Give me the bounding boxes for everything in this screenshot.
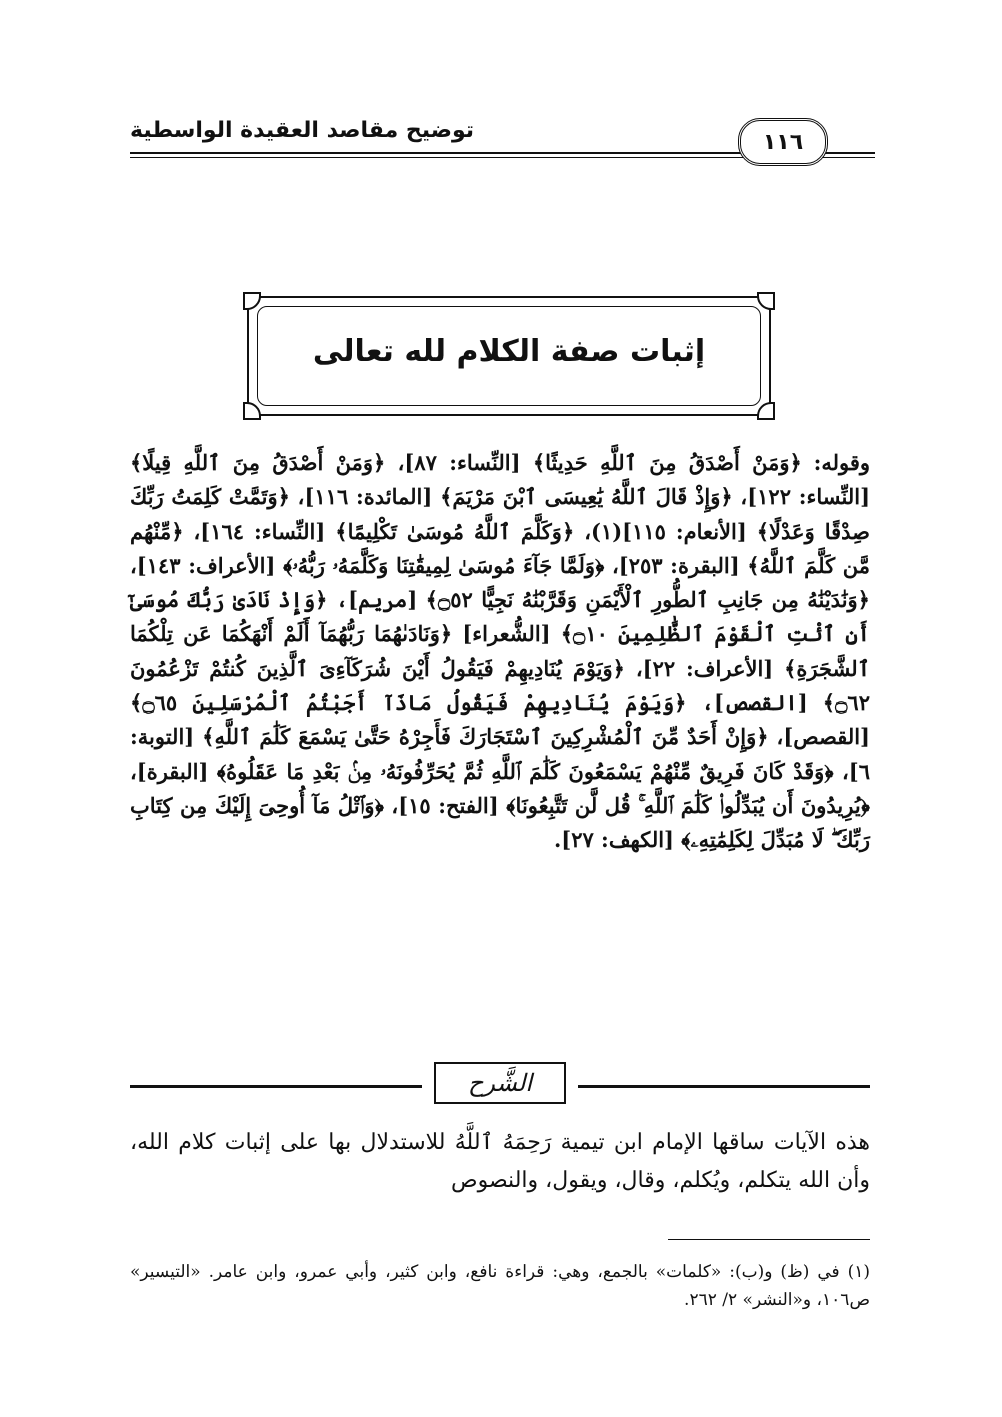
sharh-label: الشَّرح xyxy=(434,1062,566,1104)
footnote: (١) في (ظ) و(ب): «كلمات» بالجمع، وهي: قراءة نافع، وابن كثير، وأبي عمرو، وابن عامر. «التيسير» ص١٠٦، و«النشر» ٢/ ٢٦٢. xyxy=(130,1262,870,1310)
frame-corner-ornament xyxy=(757,292,775,310)
footnote-separator xyxy=(668,1239,870,1240)
section-title-frame xyxy=(247,296,771,416)
frame-corner-ornament xyxy=(243,292,261,310)
divider-line-left xyxy=(130,1085,422,1088)
frame-corner-ornament xyxy=(757,402,775,420)
page-number: ١١٦ xyxy=(738,118,828,166)
frame-corner-ornament xyxy=(243,402,261,420)
sharh-paragraph: هذه الآيات ساقها الإمام ابن تيمية رَحِمَهُ ٱللَّهُ للاستدلال بها على إثبات كلام الله، وأن الله يتكلم، ويُكلم، وقال، ويقول، والنصوص xyxy=(130,1130,870,1193)
sharh-divider xyxy=(130,1058,870,1108)
divider-line-right xyxy=(578,1085,870,1088)
matn-verses: ﴿وَمَنْ أَصْدَقُ مِنَ ٱللَّهِ حَدِيثًا﴾ [النِّساء: ٨٧]، ﴿وَمَنْ أَصْدَقُ مِنَ ٱللَّهِ قِيلًا﴾ [النِّساء: ١٢٢]، ﴿وَإِذْ قَالَ ٱللَّهُ يَٰعِيسَى ٱبْنَ مَرْيَمَ﴾ [المائدة: ١١٦]، ﴿وَتَمَّتْ كَلِمَتُ رَبِّكَ صِدْقًا وَعَدْلًا﴾ [الأنعام: ١١٥](١)، ﴿وَكَلَّمَ ٱللَّهُ مُوسَىٰ تَكْلِيمًا﴾ [النِّساء: ١٦٤]، ﴿مِّنْهُم مَّن كَلَّمَ ٱللَّهُ﴾ [البقرة: ٢٥٣]، ﴿وَلَمَّا جَآءَ مُوسَىٰ لِمِيقَٰتِنَا وَكَلَّمَهُۥ رَبُّهُۥ﴾ [الأعراف: ١٤٣]، ﴿وَنَٰدَيْنَٰهُ مِن جَانِبِ ٱلطُّورِ ٱلْأَيْمَنِ وَقَرَّبْنَٰهُ نَجِيًّا ۝٥٢﴾ [مريم]، ﴿وَإِذْ نَادَىٰ رَبُّكَ مُوسَىٰٓ أَنِ ٱئْتِ ٱلْقَوْمَ ٱلظَّٰلِمِينَ ۝١٠﴾ [الشُّعراء] ﴿وَنَادَىٰهُمَا رَبُّهُمَآ أَلَمْ أَنْهَكُمَا عَن تِلْكُمَا ٱلشَّجَرَةِ﴾ [الأعراف: ٢٢]، ﴿وَيَوْمَ يُنَادِيهِمْ فَيَقُولُ أَيْنَ شُرَكَآءِىَ ٱلَّذِينَ كُنتُمْ تَزْعُمُونَ ۝٦٢﴾ [القصص]، ﴿وَيَوْمَ يُنَادِيهِمْ فَيَقُولُ مَاذَآ أَجَبْتُمُ ٱلْمُرْسَلِينَ ۝٦٥﴾ [القصص]، ﴿وَإِنْ أَحَدٌ مِّنَ ٱلْمُشْرِكِينَ ٱسْتَجَارَكَ فَأَجِرْهُ حَتَّىٰ يَسْمَعَ كَلَٰمَ ٱللَّهِ﴾ [التوبة: ٦]، ﴿وَقَدْ كَانَ فَرِيقٌ مِّنْهُمْ يَسْمَعُونَ كَلَٰمَ ٱللَّهِ ثُمَّ يُحَرِّفُونَهُۥ مِنۢ بَعْدِ مَا عَقَلُوهُ﴾ [البقرة]، ﴿يُرِيدُونَ أَن يُبَدِّلُوا۟ كَلَٰمَ ٱللَّهِ ۚ قُل لَّن تَتَّبِعُونَا﴾ [الفتح: ١٥]، ﴿وَٱتْلُ مَآ أُوحِىَ إِلَيْكَ مِن كِتَابِ رَبِّكَ ۖ لَا مُبَدِّلَ لِكَلِمَٰتِهِۦ﴾ [الكهف: ٢٧]. xyxy=(130,450,871,853)
book-title: توضيح مقاصد العقيدة الواسطية xyxy=(130,118,475,143)
matn-paragraph xyxy=(130,446,870,858)
matn-lead: وقوله: xyxy=(813,450,870,475)
section-title: إثبات صفة الكلام لله تعالى xyxy=(312,334,706,369)
